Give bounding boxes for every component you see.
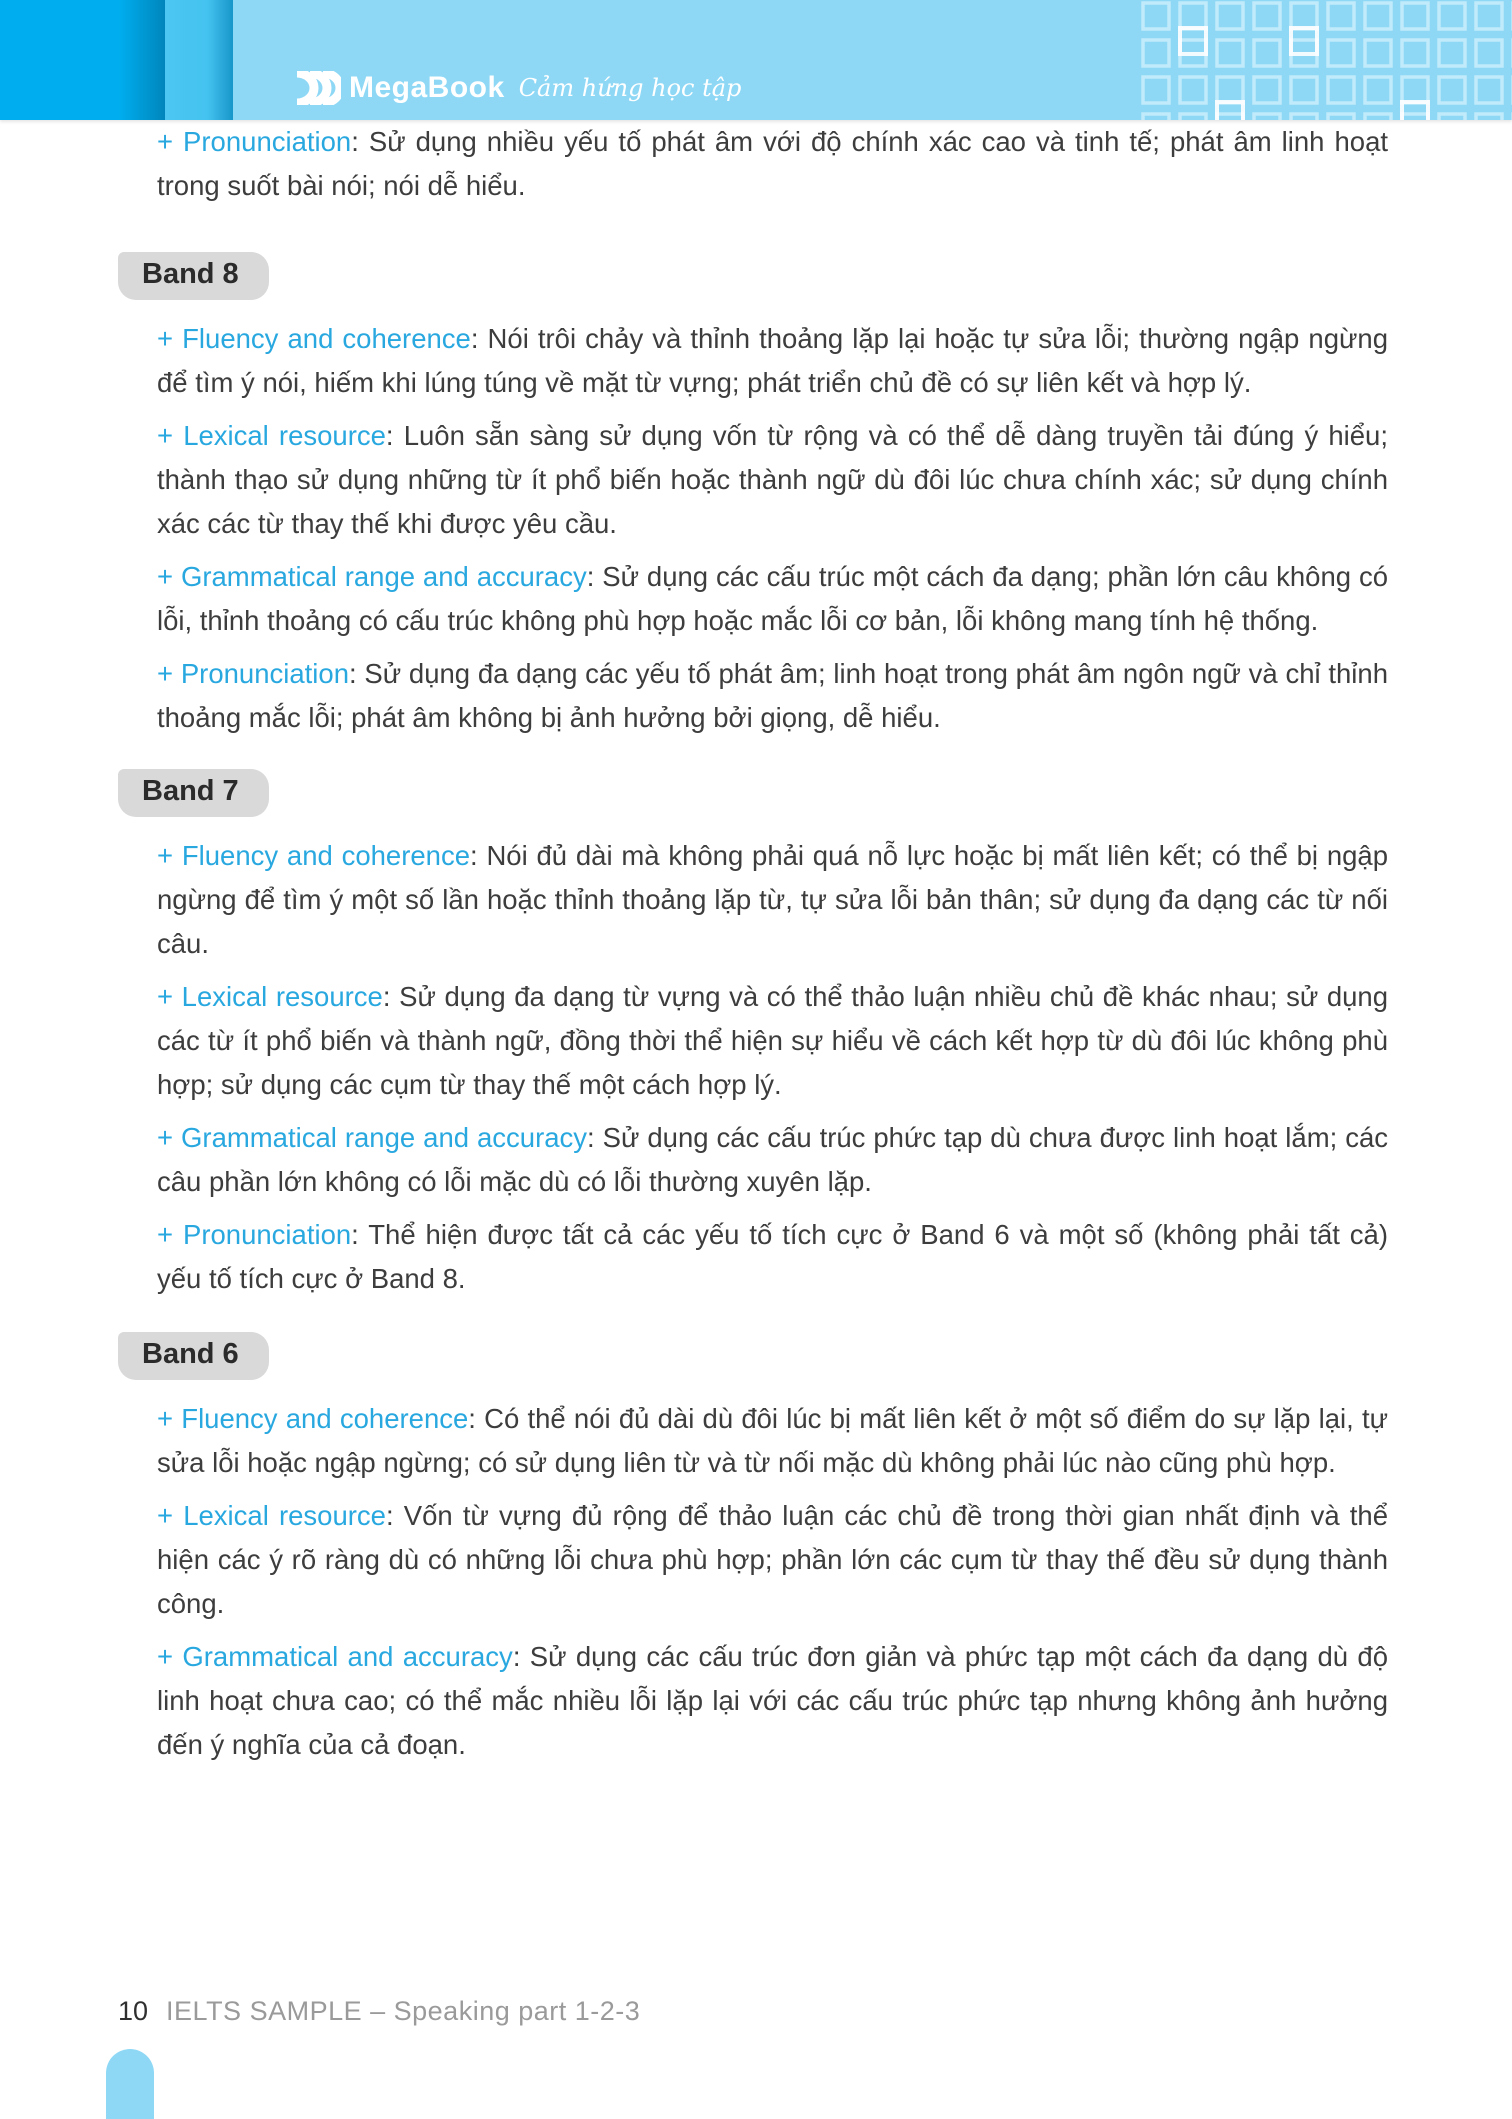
criterion-paragraph (157, 1397, 1388, 1485)
header-grid-pattern (1140, 0, 1512, 120)
page-header-banner (0, 0, 1512, 120)
header-stripe-dark (0, 0, 165, 120)
criterion-text: : Sử dụng các cấu trúc đơn giản và phức tạp một cách đa dạng dù độ linh hoạt chưa cao; có thể mắc nhiều lỗi lặp lại với các cấu trúc phức tạp nhưng không ảnh hưởng đến ý nghĩa của cả đoạn. (157, 1641, 1388, 1760)
criterion-text: : Sử dụng đa dạng từ vựng và có thể thảo luận nhiều chủ đề khác nhau; sử dụng các từ ít phổ biến và thành ngữ, đồng thời thể hiện sự hiểu về cách kết hợp từ dù đôi lúc không phù hợp; sử dụng các cụm từ thay thế một cách hợp lý. (157, 981, 1389, 1100)
bottom-corner-tab (106, 2049, 154, 2119)
criterion-paragraph (157, 1213, 1388, 1301)
criterion-paragraph (157, 414, 1388, 546)
criterion-label: + Lexical resource (157, 420, 386, 451)
band-badge: Band 7 (118, 769, 269, 817)
page-content (0, 120, 1512, 1776)
criterion-label: + Lexical resource (157, 1500, 386, 1531)
page-footer (118, 1996, 640, 2027)
criterion-paragraph (157, 317, 1388, 405)
criterion-text: : Nói đủ dài mà không phải quá nỗ lực hoặc bị mất liên kết; có thể bị ngập ngừng để tìm ý một số lần hoặc thỉnh thoảng lặp từ, tự sửa lỗi bản thân; sử dụng đa dạng các từ nối câu. (157, 840, 1389, 959)
brand-name: MegaBook (349, 71, 505, 104)
criterion-paragraph (157, 1494, 1388, 1626)
criterion-label: + Fluency and coherence (157, 1403, 469, 1434)
brand-chevrons-icon (293, 71, 341, 105)
band-section-heading (142, 769, 1388, 817)
brand-tagline: Cảm hứng học tập (518, 74, 742, 102)
criterion-text: : Thể hiện được tất cả các yếu tố tích cực ở Band 6 và một số (không phải tất cả) yếu tố tích cực ở Band 8. (157, 1219, 1389, 1294)
criterion-label: + Pronunciation (157, 1219, 352, 1250)
criterion-text: : Sử dụng các cấu trúc một cách đa dạng; phần lớn câu không có lỗi, thỉnh thoảng có cấu trúc không phù hợp hoặc mắc lỗi cơ bản, lỗi không mang tính hệ thống. (157, 561, 1388, 636)
footer-title: IELTS SAMPLE – Speaking part 1-2-3 (166, 1996, 641, 2026)
criterion-text: : Có thể nói đủ dài dù đôi lúc bị mất liên kết ở một số điểm do sự lặp lại, tự sửa lỗi hoặc ngập ngừng; có sử dụng liên từ và từ nối mặc dù không phải lúc nào cũng phù hợp. (157, 1403, 1388, 1478)
criterion-label: + Fluency and coherence (157, 840, 471, 871)
criterion-text: : Sử dụng đa dạng các yếu tố phát âm; linh hoạt trong phát âm ngôn ngữ và chỉ thỉnh thoảng mắc lỗi; phát âm không bị ảnh hưởng bởi giọng, dễ hiểu. (157, 658, 1388, 733)
criterion-label: + Grammatical range and accuracy (157, 1122, 588, 1153)
criterion-label: + Lexical resource (157, 981, 383, 1012)
criterion-paragraph (157, 975, 1388, 1107)
criterion-label: + Grammatical range and accuracy (157, 561, 587, 592)
criterion-text: : Sử dụng nhiều yếu tố phát âm với độ chính xác cao và tinh tế; phát âm linh hoạt trong suốt bài nói; nói dễ hiểu. (157, 126, 1388, 201)
criterion-paragraph (157, 555, 1388, 643)
band-section-heading (142, 252, 1388, 300)
header-stripe-mid (165, 0, 233, 120)
band-badge: Band 6 (118, 1332, 269, 1380)
criterion-label: + Pronunciation (157, 126, 352, 157)
page-number: 10 (118, 1996, 149, 2026)
criterion-paragraph (157, 834, 1388, 966)
criterion-paragraph (157, 1116, 1388, 1204)
criterion-text: : Vốn từ vựng đủ rộng để thảo luận các chủ đề trong thời gian nhất định và thể hiện các ý rõ ràng dù có những lỗi chưa phù hợp; phần lớn các cụm từ thay thế đều sử dụng thành công. (157, 1500, 1388, 1619)
criterion-label: + Fluency and coherence (157, 323, 471, 354)
criterion-text: : Luôn sẵn sàng sử dụng vốn từ rộng và có thể dễ dàng truyền tải đúng ý hiểu; thành thạo sử dụng những từ ít phổ biến hoặc thành ngữ dù đôi lúc chưa chính xác; sử dụng chính xác các từ thay thế khi được yêu cầu. (157, 420, 1388, 539)
criterion-label: + Grammatical and accuracy (157, 1641, 513, 1672)
criterion-paragraph (157, 652, 1388, 740)
criterion-paragraph (157, 120, 1388, 208)
criterion-text: : Nói trôi chảy và thỉnh thoảng lặp lại hoặc tự sửa lỗi; thường ngập ngừng để tìm ý nói, hiếm khi lúng túng về mặt từ vựng; phát triển chủ đề có sự liên kết và hợp lý. (157, 323, 1388, 398)
criterion-paragraph (157, 1635, 1388, 1767)
band-badge: Band 8 (118, 252, 269, 300)
band-section-heading (142, 1332, 1388, 1380)
criterion-text: : Sử dụng các cấu trúc phức tạp dù chưa được linh hoạt lắm; các câu phần lớn không có lỗi mặc dù có lỗi thường xuyên lặp. (157, 1122, 1389, 1197)
criterion-label: + Pronunciation (157, 658, 349, 689)
brand-logo (293, 68, 741, 108)
